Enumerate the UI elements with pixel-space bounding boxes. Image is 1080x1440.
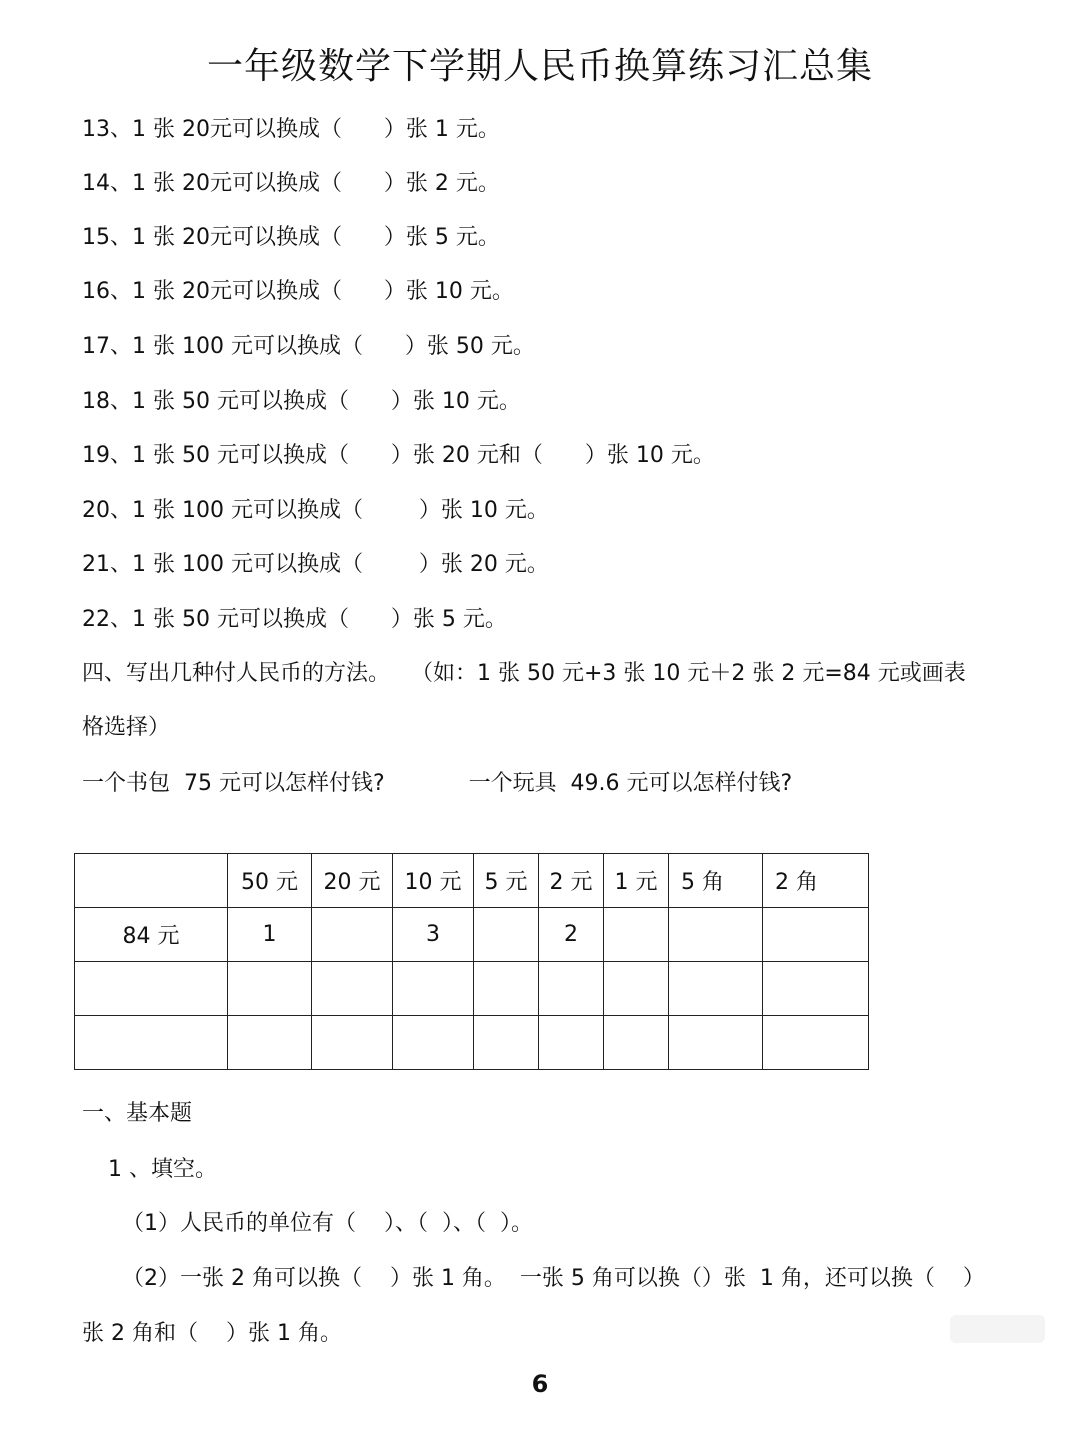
table-cell [75,854,228,908]
section1-q1-2-cont: 张 2 角和（ ）张 1 角。 [82,1321,342,1346]
question-19: 19、1 张 50 元可以换成（ ）张 20 元和（ ）张 10 元。 [82,443,715,468]
section4-question: 一个书包 75 元可以怎样付钱? 一个玩具 49.6 元可以怎样付钱? [82,771,793,796]
table-row [75,962,869,1016]
table-header-cell: 50 元 [228,854,312,908]
question-18: 18、1 张 50 元可以换成（ ）张 10 元。 [82,389,521,414]
table-cell [604,1016,669,1070]
table-cell [474,1016,539,1070]
section1-q1: 1 、填空。 [108,1157,217,1182]
table-cell [312,962,393,1016]
question-21: 21、1 张 100 元可以换成（ ）张 20 元。 [82,552,549,577]
table-row [75,1016,869,1070]
table-cell [474,962,539,1016]
table-cell: 1 [228,908,312,962]
table-cell [539,1016,604,1070]
table-cell [393,1016,474,1070]
table-header-row [75,854,869,908]
table-cell [393,962,474,1016]
question-16: 16、1 张 20元可以换成（ ）张 10 元。 [82,279,514,304]
table-header-cell: 5 角 [669,854,763,908]
table-cell [312,908,393,962]
table-cell [604,908,669,962]
section1-heading: 一、基本题 [82,1101,193,1126]
question-14: 14、1 张 20元可以换成（ ）张 2 元。 [82,171,500,196]
table-cell [604,962,669,1016]
table-cell [763,908,869,962]
page-number: 6 [531,1370,549,1398]
table-header-cell: 5 元 [474,854,539,908]
page-title: 一年级数学下学期人民币换算练习汇总集 [206,46,873,87]
table-cell [312,1016,393,1070]
table-header-cell: 1 元 [604,854,669,908]
section1-q1-1: （1）人民币的单位有（ ）、（ ）、（ ）。 [122,1211,533,1236]
table-cell [669,908,763,962]
table-cell [228,962,312,1016]
table-row [75,908,869,962]
table-cell [474,908,539,962]
question-15: 15、1 张 20元可以换成（ ）张 5 元。 [82,225,500,250]
table-cell [763,1016,869,1070]
table-cell [75,962,228,1016]
table-cell: 2 [539,908,604,962]
table-cell: 3 [393,908,474,962]
table-header-cell: 10 元 [393,854,474,908]
question-17: 17、1 张 100 元可以换成（ ）张 50 元。 [82,334,535,359]
table-header-cell: 2 角 [763,854,869,908]
table-header-cell: 2 元 [539,854,604,908]
table-cell [669,962,763,1016]
question-20: 20、1 张 100 元可以换成（ ）张 10 元。 [82,498,549,523]
question-13: 13、1 张 20元可以换成（ ）张 1 元。 [82,117,500,142]
table-cell [75,1016,228,1070]
scan-smudge [950,1315,1045,1343]
section4-instruction-cont: 格选择） [82,715,171,740]
section1-q1-2: （2）一张 2 角可以换（ ）张 1 角。 一张 5 角可以换（）张 1 角，还可以换（ ） [122,1266,985,1291]
table-header-cell: 20 元 [312,854,393,908]
table-cell [763,962,869,1016]
table-cell [228,1016,312,1070]
table-cell: 84 元 [75,908,228,962]
table-cell [539,962,604,1016]
payment-table [74,853,869,1070]
table-cell [669,1016,763,1070]
section4-instruction: 四、写出几种付人民币的方法。 （如：1 张 50 元+3 张 10 元＋2 张 2 元=84 元或画表 [82,661,966,686]
question-22: 22、1 张 50 元可以换成（ ）张 5 元。 [82,607,507,632]
